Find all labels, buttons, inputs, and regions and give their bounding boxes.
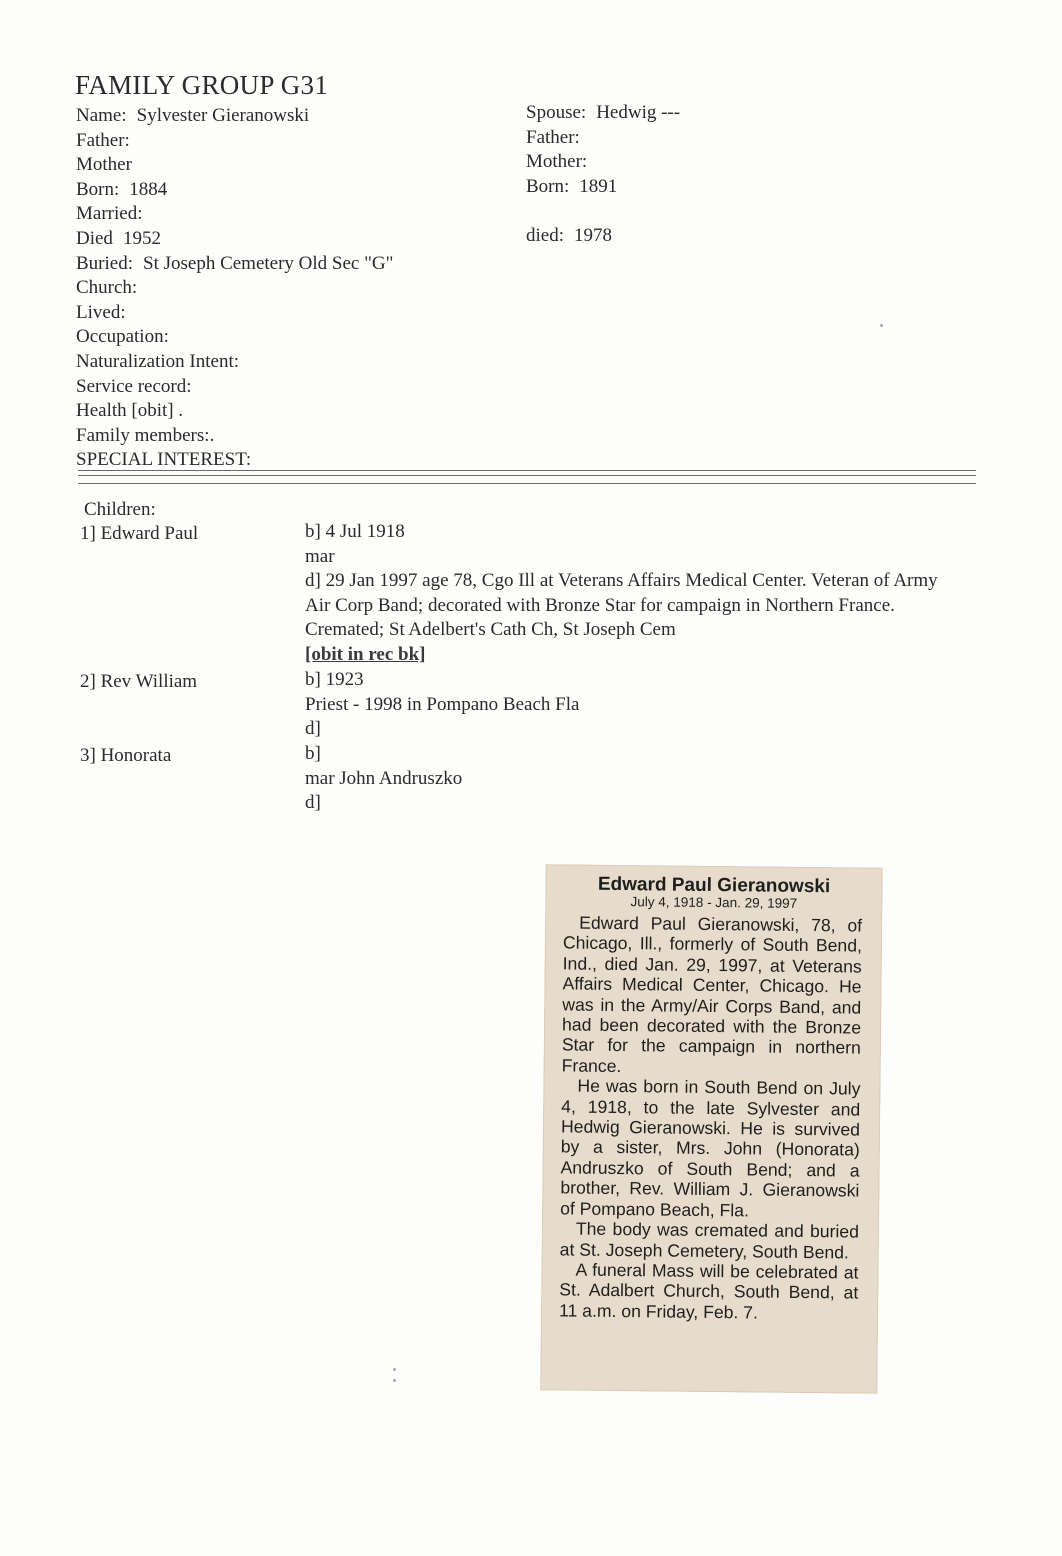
clipping-heading: Edward Paul Gieranowski (597, 873, 831, 898)
died-label: Died (76, 227, 113, 249)
child-married: mar John Andruszko (305, 767, 463, 789)
married-label: Married: (76, 203, 143, 225)
health-label: Health [obit] . (76, 400, 184, 422)
father-label: Father: (76, 129, 130, 151)
mother-label: Mother (76, 154, 132, 176)
clipping-paragraph: He was born in South Bend on July 4, 1918, to the late Sylvester and Hedwig Gieranowski. He is survived by a sister, Mrs. John (Honorata) Andruszko of South Bend; and a brother, Rev. William J. Gieranowski of Pompano Beach, Fla. (560, 1075, 861, 1221)
obituary-clipping (540, 864, 882, 1394)
spouse-value: Hedwig --- (596, 102, 681, 123)
spouse-mother-row (526, 150, 926, 175)
spouse-father-label: Father: (526, 126, 580, 148)
special-interest-label: SPECIAL INTEREST: (76, 449, 252, 471)
spouse-mother-label: Mother: (526, 151, 588, 173)
clipping-paragraph: A funeral Mass will be celebrated at St. Adalbert Church, South Bend, at 11 a.m. on Friday, Feb. 7. (558, 1259, 859, 1323)
spouse-born-value: 1891 (579, 175, 618, 197)
spouse-born-row (526, 175, 926, 200)
spouse-label: Spouse: (526, 102, 587, 123)
clipping-paragraph: The body was cremated and buried at St. Joseph Cemetery, South Bend. (559, 1218, 860, 1262)
child-name: 1] Edward Paul (80, 523, 199, 544)
lived-row (76, 301, 516, 326)
child-died: d] (305, 718, 321, 740)
name-row (76, 104, 516, 129)
child-married: mar (305, 545, 335, 567)
lived-label: Lived: (76, 301, 126, 323)
occupation-label: Occupation: (76, 326, 169, 348)
spouse-died-value: 1978 (574, 224, 612, 246)
spouse-died-label: died: (526, 224, 564, 246)
married-row (76, 202, 516, 227)
buried-label: Buried: (76, 252, 133, 274)
father-row (76, 129, 516, 154)
service-row (76, 375, 516, 400)
church-label: Church: (76, 277, 138, 299)
service-label: Service record: (76, 375, 192, 397)
buried-value: St Joseph Cemetery Old Sec "G" (143, 252, 394, 274)
buried-row (76, 252, 516, 277)
name-label: Name: (76, 105, 127, 126)
spouse-row (526, 101, 926, 126)
child-born: b] (305, 743, 321, 764)
clipping-dates: July 4, 1918 - Jan. 29, 1997 (630, 894, 798, 911)
spacer (526, 199, 926, 224)
page-title: FAMILY GROUP G31 (75, 70, 329, 100)
born-value: 1884 (129, 178, 168, 200)
family-members-row (76, 424, 516, 449)
naturalization-label: Naturalization Intent: (76, 350, 240, 372)
church-row (76, 276, 516, 301)
naturalization-row (76, 350, 516, 375)
child-name: 3] Honorata (80, 745, 172, 766)
children-heading: Children: (84, 499, 156, 520)
double-rule-divider (78, 470, 976, 476)
family-members-label: Family members:. (76, 424, 215, 446)
child-details (305, 742, 945, 816)
child-details (305, 520, 945, 668)
mother-row (76, 153, 516, 178)
child-name: 2] Rev William (80, 671, 198, 692)
child-died: d] 29 Jan 1997 age 78, Cgo Ill at Veterans Affairs Medical Center. Veteran of Army Air Corp Band; decorated with Bronze Star for campaign in Northern France. Cremated; St Adelbert's Cath Ch, St Joseph Cem (305, 570, 938, 641)
clipping-body (541, 908, 882, 1324)
born-label: Born: (76, 178, 120, 200)
spouse-died-row (526, 224, 926, 249)
occupation-row (76, 325, 516, 350)
obit-reference-link[interactable]: [obit in rec bk] (305, 643, 426, 665)
rule-divider (78, 483, 976, 484)
child-born: b] 4 Jul 1918 (305, 521, 405, 542)
spouse-details (526, 101, 926, 249)
scan-speck (880, 324, 883, 327)
health-row (76, 399, 516, 424)
scan-speck (393, 1368, 396, 1371)
name-value: Sylvester Gieranowski (136, 105, 310, 126)
born-row (76, 178, 516, 203)
spouse-father-row (526, 126, 926, 151)
spouse-born-label: Born: (526, 175, 570, 197)
husband-details (76, 104, 516, 473)
child-note: Priest - 1998 in Pompano Beach Fla (305, 693, 580, 715)
child-born: b] 1923 (305, 669, 364, 690)
died-row (76, 227, 516, 252)
died-value: 1952 (122, 227, 161, 249)
scan-speck (393, 1379, 396, 1382)
clipping-paragraph: Edward Paul Gieranowski, 78, of Chicago, Ill., formerly of South Bend, Ind., died Jan. 29, 1997, at Veterans Affairs Medical Center, Chicago. He was in the Army/Air Corps Band, and had been decorated with the Bronze Star for the campaign in northern France. (561, 912, 863, 1076)
child-details (305, 668, 945, 742)
child-died: d] (305, 792, 321, 814)
